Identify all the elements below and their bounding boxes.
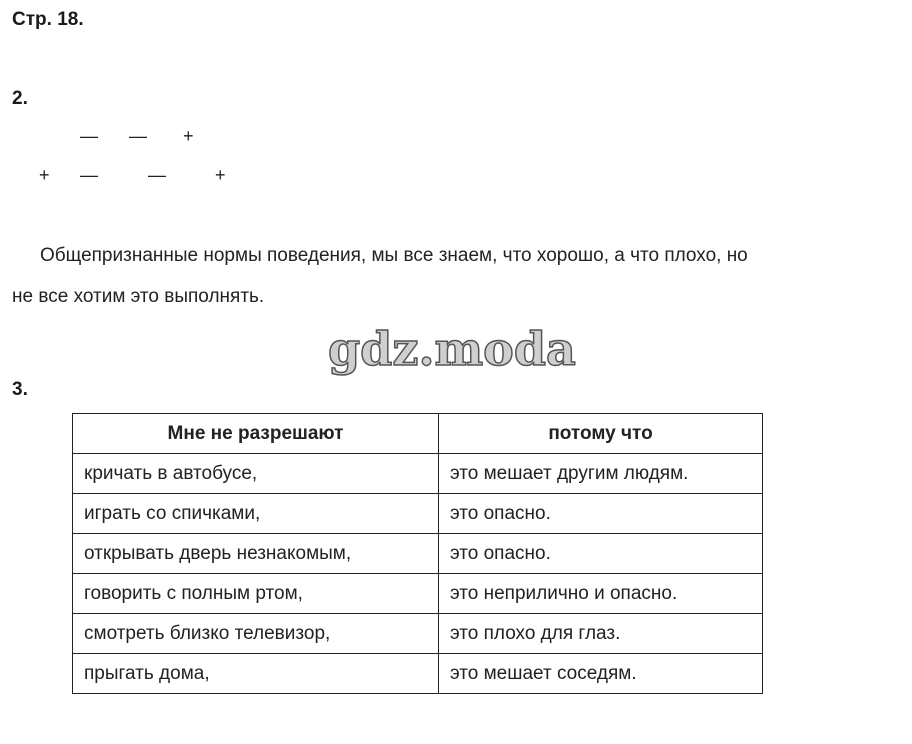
sign-plus: +: [39, 165, 50, 185]
cell-action: кричать в автобусе,: [73, 454, 439, 494]
table-row: [73, 614, 763, 654]
watermark-logo: gdz.moda: [328, 322, 576, 376]
table-row: [73, 534, 763, 574]
cell-action: говорить с полным ртом,: [73, 574, 439, 614]
table-row: [73, 654, 763, 694]
sign-dash: —: [148, 165, 166, 185]
cell-reason: это мешает соседям.: [439, 654, 763, 694]
cell-reason: это опасно.: [439, 534, 763, 574]
cell-reason: это опасно.: [439, 494, 763, 534]
answer-line-2: не все хотим это выполнять.: [12, 286, 265, 307]
sign-dash: —: [80, 165, 98, 185]
sign-dash: —: [80, 126, 98, 146]
cell-reason: это плохо для глаз.: [439, 614, 763, 654]
header-because: потому что: [439, 414, 763, 454]
sign-plus: +: [215, 165, 226, 185]
table-row: [73, 494, 763, 534]
task-2-number: 2.: [12, 88, 28, 109]
cell-reason: это мешает другим людям.: [439, 454, 763, 494]
task-3-number: 3.: [12, 379, 28, 400]
page-label: Стр. 18.: [12, 9, 84, 30]
cell-action: смотреть близко телевизор,: [73, 614, 439, 654]
cell-action: прыгать дома,: [73, 654, 439, 694]
sign-dash: —: [129, 126, 147, 146]
table-row: [73, 454, 763, 494]
table-row: [73, 574, 763, 614]
cell-action: открывать дверь незнакомым,: [73, 534, 439, 574]
cell-action: играть со спичками,: [73, 494, 439, 534]
answer-line-1: Общепризнанные нормы поведения, мы все знаем, что хорошо, а что плохо, но: [40, 245, 748, 266]
cell-reason: это неприлично и опасно.: [439, 574, 763, 614]
rules-table: [72, 413, 763, 694]
table-header-row: [73, 414, 763, 454]
sign-plus: +: [183, 126, 194, 146]
header-not-allowed: Мне не разрешают: [73, 414, 439, 454]
